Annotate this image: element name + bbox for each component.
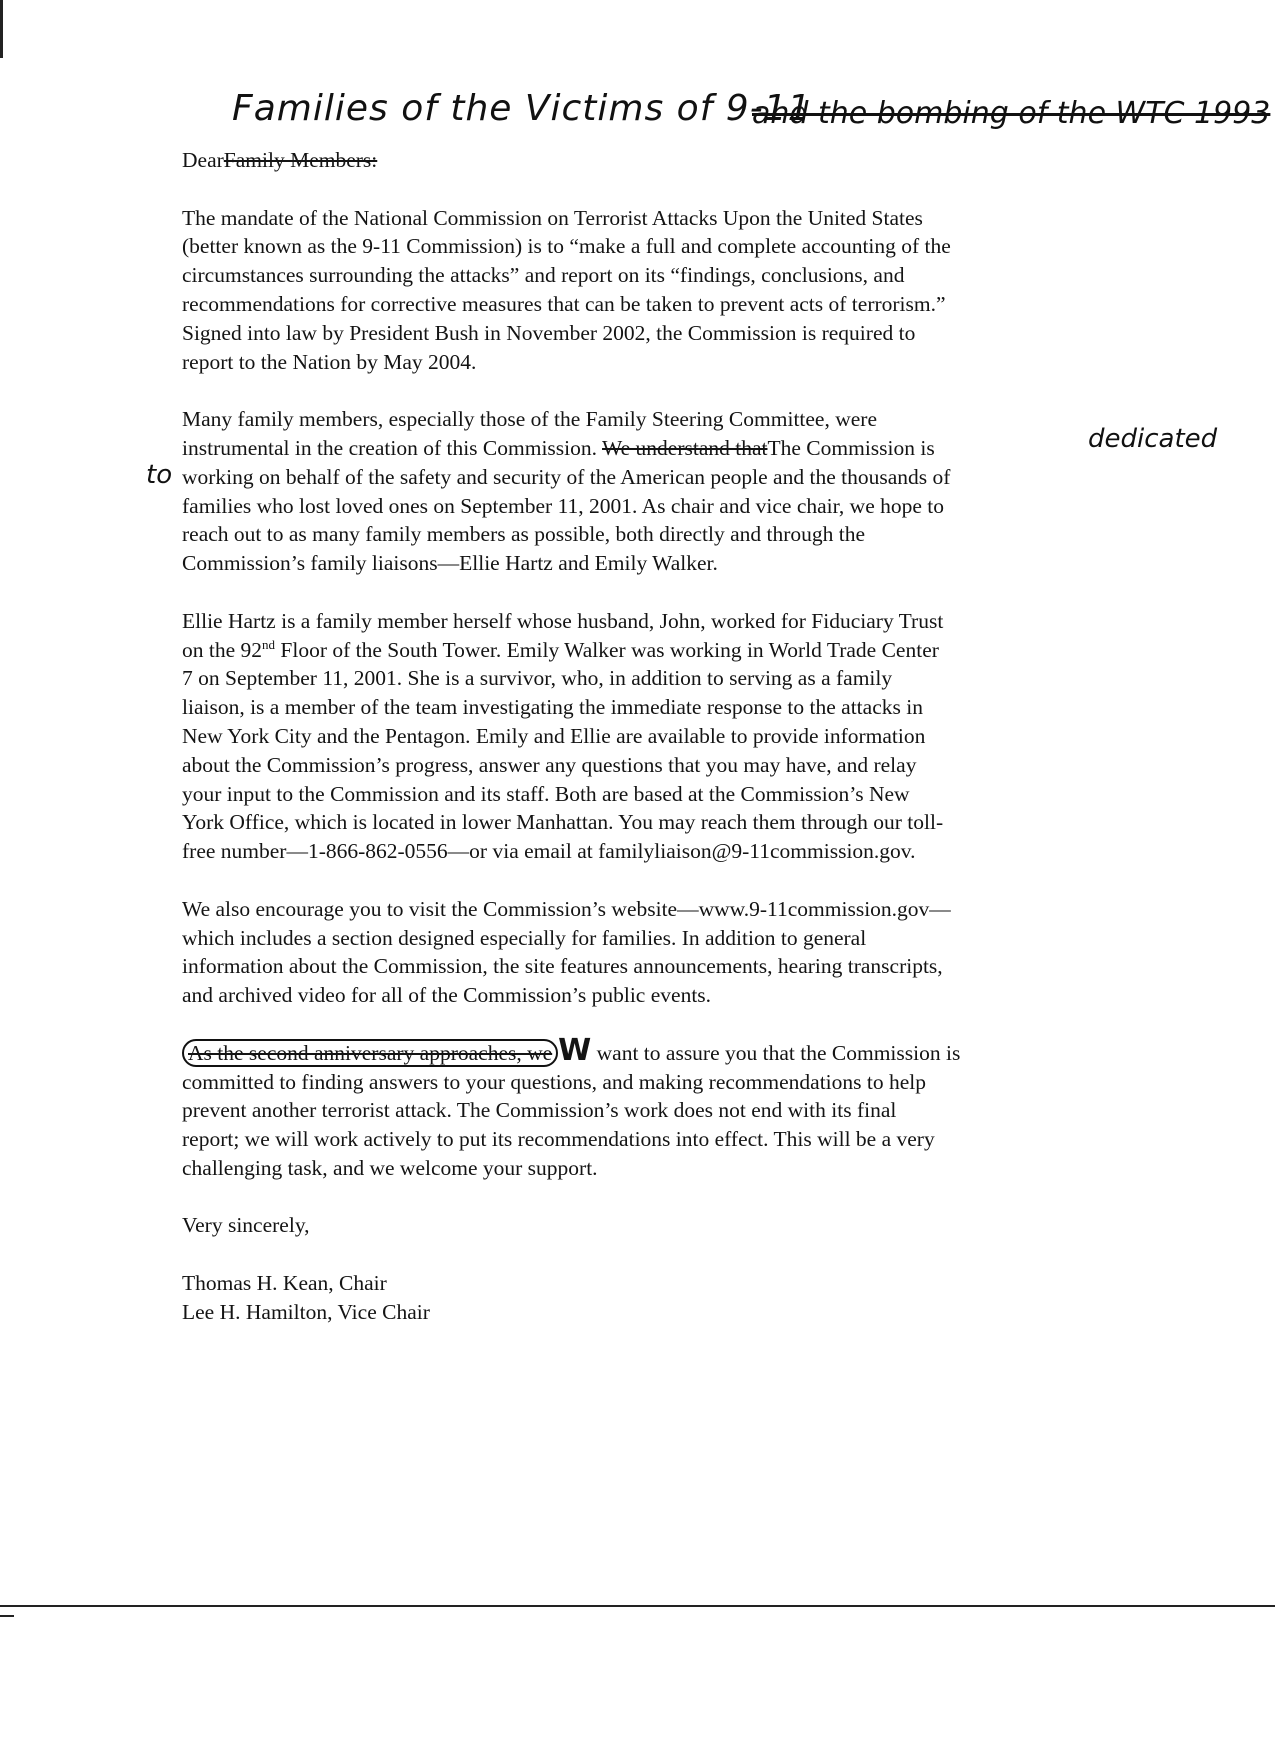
handwritten-caret-w: W <box>558 1032 592 1068</box>
paragraph-website: We also encourage you to visit the Commission’s website—www.9-11commission.gov— which includes a section designed especially for families. In addition to general information about the Commission, the site features announcements, hearing transcripts, and archived video for all of the Commission’s public events. <box>182 896 951 1008</box>
handwritten-heading: Families of the Victims of 9-11 <box>232 88 812 129</box>
scan-edge-bottom-mark <box>0 1615 14 1617</box>
handwritten-insert-to: to <box>146 460 173 490</box>
struck-salutation: Family Members: <box>223 148 378 172</box>
signatory-vice-chair: Lee H. Hamilton, Vice Chair <box>182 1299 430 1324</box>
scan-edge-left <box>0 0 3 58</box>
paragraph-mandate: The mandate of the National Commission on Terrorist Attacks Upon the United States (better known as the 9-11 Commission) is to “make a full and complete accounting of the circumstances surrounding the attacks” and report on its “findings, conclusions, and recommendations for corrective measures that can be taken to prevent acts of terrorism.” Signed into law by President Bush in November 2002, the Commission is required to report to the Nation by May 2004. <box>182 205 951 374</box>
signature-block <box>182 1269 1082 1327</box>
scan-edge-bottom <box>0 1605 1275 1607</box>
paragraph-liaisons: Ellie Hartz is a family member herself whose husband, John, worked for Fiduciary Trust on the 92nd Floor of the South Tower. Emily Walker was working in World Trade Center 7 on September 11, 2001. She is a survivor, who, in addition to serving as a family liaison, is a member of the team investigating the immediate response to the attacks in New York City and the Pentagon. Emily and Ellie are available to provide information about the Commission’s progress, answer any questions that you may have, and relay your input to the Commission and its staff. Both are based at the Commission’s New York Office, which is located in lower Manhattan. You may reach them through our toll- free number—1-866-862-0556—or via email at familyliaison@9-11commission.gov. <box>182 608 944 864</box>
handwritten-struck-heading: and the bombing of the WTC 1993 <box>752 96 1271 131</box>
closing: Very sincerely, <box>182 1213 310 1238</box>
signatory-chair: Thomas H. Kean, Chair <box>182 1271 387 1296</box>
struck-phrase: We understand that <box>602 435 768 460</box>
paragraph-commitment: As the second anniversary approaches, we W want to assure you that the Commission is committed to finding answers to your questions, and making recommendations to help prevent another terrorist attack. The Commission’s work does not end with its final report; we will work actively to put its recommendations into effect. This will be a very challenging task, and we welcome your support. <box>182 1032 961 1180</box>
circled-struck-phrase: As the second anniversary approaches, we <box>182 1039 558 1067</box>
paragraph-family-members: Many family members, especially those of the Family Steering Committee, were instrumental in the creation of this Commission. We understand thatThe Commission is working on behalf of the safety and security of the American people and the thousands of families who lost loved ones on September 11, 2001. As chair and vice chair, we hope to reach out to as many family members as possible, both directly and through the Commission’s family liaisons—Ellie Hartz and Emily Walker. <box>182 407 951 576</box>
letter-body <box>182 146 1082 1327</box>
handwritten-insert-dedicated: dedicated <box>1088 424 1218 454</box>
salutation: DearFamily Members: <box>182 148 378 172</box>
